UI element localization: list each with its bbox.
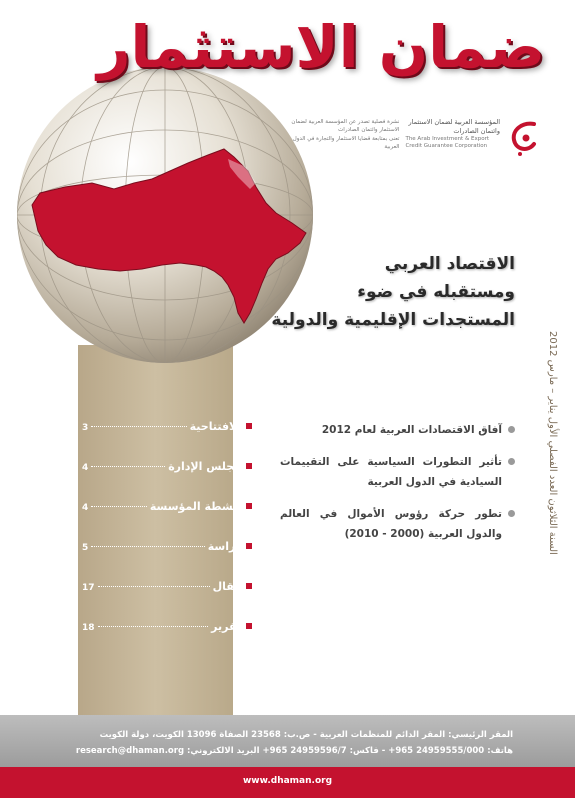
footer-contact: هاتف: 24959555/000 965+ - فاكس: 24959596/7 965+ البريد الالكتروني: research@dhaman.org (75, 746, 513, 756)
square-bullet-icon (246, 623, 252, 629)
table-of-contents (82, 420, 252, 660)
toc-item[interactable] (82, 540, 252, 580)
website-link[interactable]: www.dhaman.org (242, 776, 333, 786)
toc-item[interactable] (82, 460, 252, 500)
toc-page-number: 4 (82, 463, 89, 473)
footer-address-band (0, 715, 575, 767)
toc-label: الافتتاحية (189, 420, 241, 433)
toc-label: أنشطة المؤسسة (149, 500, 241, 513)
toc-label: دراسة (207, 540, 241, 553)
toc-leader (91, 546, 204, 547)
square-bullet-icon (246, 463, 252, 469)
highlights-list (280, 420, 515, 556)
toc-item[interactable] (82, 620, 252, 660)
toc-label: مقال (212, 580, 241, 593)
highlight-text: تأثير التطورات السياسية على التقييمات السيادية في الدول العربية (280, 456, 502, 488)
toc-label: تقرير (211, 620, 241, 633)
toc-leader (98, 586, 210, 587)
highlight-item[interactable] (280, 504, 515, 544)
tagline-line-2: تعنى بمتابعة قضايا الاستثمار والتجارة في الدول العربية (292, 135, 400, 150)
toc-leader (91, 426, 186, 427)
publisher-name-en: The Arab Investment & Export Credit Guarantee Corporation (405, 135, 490, 149)
publisher-tagline (285, 118, 399, 151)
toc-item[interactable] (82, 420, 252, 460)
issue-info: السنة الثلاثون العدد الفصلي الأول يناير – مارس 2012 (547, 331, 558, 555)
bullet-icon (508, 510, 515, 517)
feature-line-3: المستجدات الإقليمية والدولية (271, 310, 515, 330)
dhaman-logo-icon (506, 118, 540, 158)
highlight-item[interactable] (280, 420, 515, 440)
feature-headline (255, 250, 515, 334)
toc-page-number: 17 (82, 583, 95, 593)
masthead-title: ضمان الاستثمار (97, 13, 545, 81)
square-bullet-icon (246, 423, 252, 429)
toc-label: مجلس الإدارة (168, 460, 241, 473)
feature-line-2: ومستقبله في ضوء (357, 282, 515, 302)
square-bullet-icon (246, 583, 252, 589)
toc-page-number: 5 (82, 543, 89, 553)
publisher-name-ar: المؤسسة العربية لضمان الاستثمار وائتمان الصادرات (408, 118, 500, 135)
toc-item[interactable] (82, 500, 252, 540)
highlight-item[interactable] (280, 452, 515, 492)
toc-leader (91, 466, 165, 467)
toc-item[interactable] (82, 580, 252, 620)
feature-line-1: الاقتصاد العربي (384, 254, 515, 274)
toc-page-number: 3 (82, 423, 89, 433)
highlight-text: آفاق الاقتصادات العربية لعام 2012 (321, 424, 502, 436)
toc-leader (91, 506, 147, 507)
footer-address: المقر الرئيسي: المقر الدائم للمنظمات العربية - ص.ب: 23568 الصفاة 13096 الكويت، دولة الكويت (99, 730, 513, 740)
highlight-text: تطور حركة رؤوس الأموال في العالم والدول العربية (2000 - 2010) (280, 508, 502, 540)
square-bullet-icon (246, 543, 252, 549)
toc-leader (98, 626, 209, 627)
bullet-icon (508, 458, 515, 465)
toc-page-number: 18 (82, 623, 95, 633)
square-bullet-icon (246, 503, 252, 509)
toc-page-number: 4 (82, 503, 89, 513)
bullet-icon (508, 426, 515, 433)
publisher-logo-block (285, 118, 540, 168)
tagline-line-1: نشرة فصلية تصدر عن المؤسسة العربية لضمان الاستثمار وائتمان الصادرات (291, 119, 400, 134)
publisher-name (405, 118, 500, 150)
